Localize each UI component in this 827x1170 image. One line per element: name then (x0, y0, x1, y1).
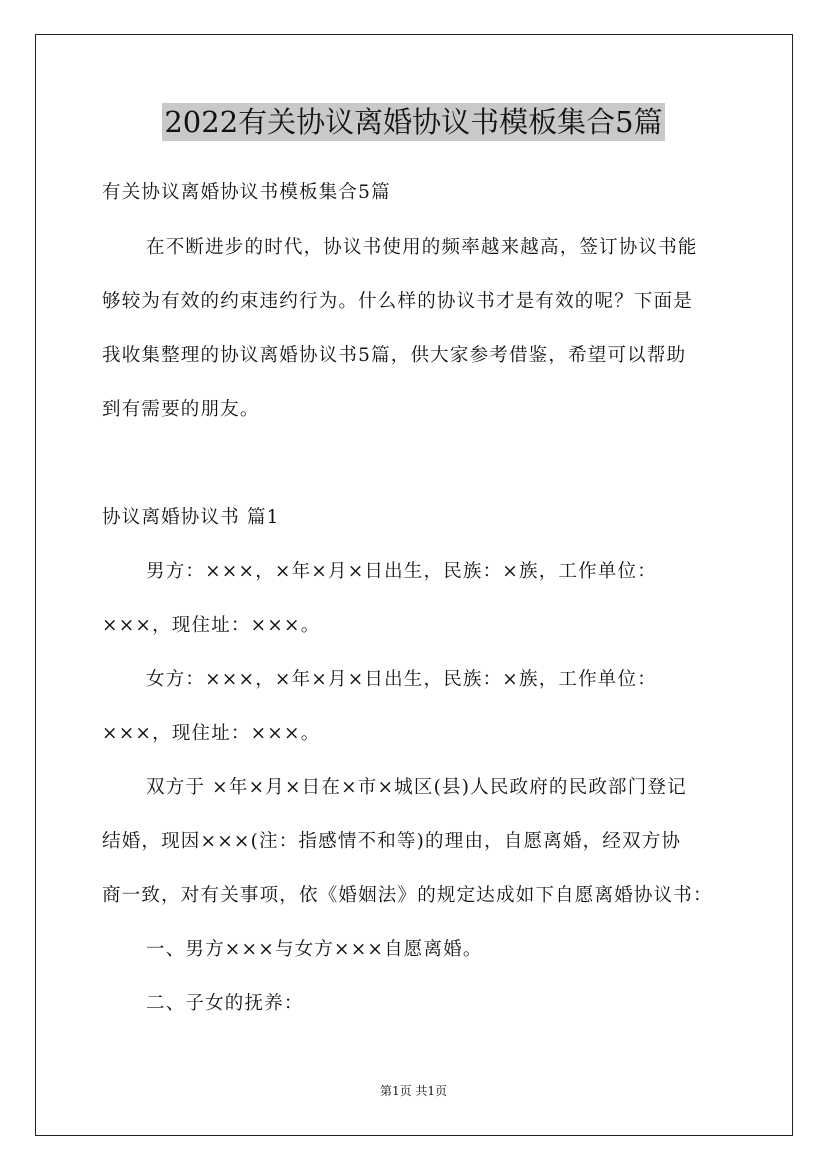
intro-line-3: 我收集整理的协议离婚协议书5篇，供大家参考借鉴，希望可以帮助 (102, 345, 687, 366)
page-footer: 第1页 共1页 (379, 1084, 448, 1098)
agreement-line-2: 结婚，现因×××(注：指感情不和等)的理由，自愿离婚，经双方协 (102, 831, 682, 852)
intro-line-4: 到有需要的朋友。 (102, 399, 260, 420)
doc-subtitle: 有关协议离婚协议书模板集合5篇 (102, 182, 391, 203)
female-party-line-2: ×××，现住址：×××。 (102, 723, 321, 744)
document-title (0, 100, 827, 144)
intro-line-2: 够较为有效的约束违约行为。什么样的协议书才是有效的呢？下面是 (102, 291, 694, 312)
clause-2: 二、子女的抚养： (146, 993, 304, 1014)
document-title-text: 2022有关协议离婚协议书模板集合5篇 (164, 105, 663, 139)
male-party-line-2: ×××，现住址：×××。 (102, 615, 321, 636)
agreement-line-1: 双方于 ×年×月×日在×市×城区(县)人民政府的民政部门登记 (146, 777, 687, 798)
clause-1: 一、男方×××与女方×××自愿离婚。 (146, 939, 483, 960)
section-heading: 协议离婚协议书 篇1 (102, 507, 280, 528)
agreement-line-3: 商一致，对有关事项，依《婚姻法》的规定达成如下自愿离婚协议书： (102, 885, 713, 906)
female-party-line-1: 女方：×××，×年×月×日出生，民族：×族，工作单位： (146, 669, 657, 690)
male-party-line-1: 男方：×××，×年×月×日出生，民族：×族，工作单位： (146, 561, 657, 582)
intro-line-1: 在不断进步的时代，协议书使用的频率越来越高，签订协议书能 (146, 237, 698, 258)
